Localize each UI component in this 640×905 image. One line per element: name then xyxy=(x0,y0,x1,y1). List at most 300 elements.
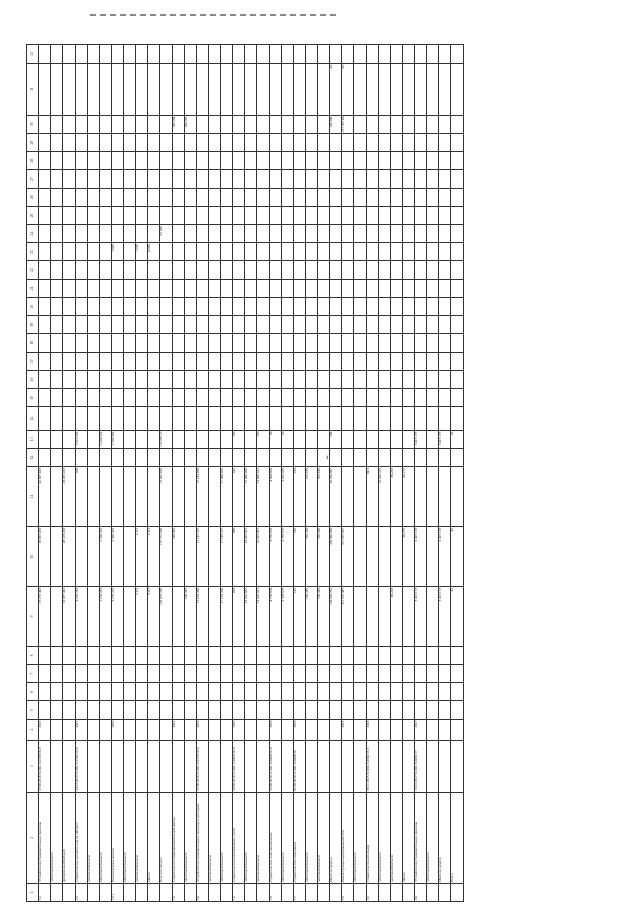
table-cell xyxy=(269,316,281,334)
table-cell xyxy=(257,279,269,297)
table-cell xyxy=(111,133,123,151)
table-cell xyxy=(378,279,390,297)
table-cell: 28 125 433 xyxy=(63,527,75,587)
table-cell: 4,3 xyxy=(342,63,354,115)
table-cell xyxy=(208,152,220,170)
table-cell xyxy=(402,883,414,901)
table-cell xyxy=(39,188,51,206)
table-cell: 20.09.2016 № 001-3-0452/16-8 xyxy=(233,740,245,792)
table-cell xyxy=(172,586,184,646)
table-cell xyxy=(354,334,366,352)
table-cell xyxy=(245,719,257,740)
table-cell: 86 293 xyxy=(390,467,402,527)
table-cell: Строительство сетей канализации xyxy=(269,792,281,883)
table-cell xyxy=(136,63,148,115)
table-cell xyxy=(245,316,257,334)
table-cell xyxy=(402,665,414,683)
table-cell xyxy=(184,133,196,151)
table-cell xyxy=(305,665,317,683)
table-cell xyxy=(136,430,148,448)
table-cell xyxy=(390,297,402,315)
table-cell xyxy=(63,370,75,388)
table-cell xyxy=(281,701,293,719)
table-cell: 45 xyxy=(451,430,464,448)
table-cell xyxy=(39,316,51,334)
table-cell xyxy=(342,261,354,279)
table-cell xyxy=(184,170,196,188)
table-cell xyxy=(124,243,136,261)
table-cell xyxy=(160,701,172,719)
table-cell xyxy=(184,334,196,352)
table-cell xyxy=(378,206,390,224)
table-cell xyxy=(124,407,136,430)
table-cell xyxy=(245,389,257,407)
table-cell xyxy=(39,389,51,407)
table-cell xyxy=(124,115,136,133)
table-cell xyxy=(354,430,366,448)
table-cell xyxy=(111,740,123,792)
table-cell: Реконструкция водопроводной сети xyxy=(342,792,354,883)
column-number: 25 xyxy=(27,206,39,224)
table-cell xyxy=(293,206,305,224)
table-cell xyxy=(172,646,184,664)
table-cell xyxy=(281,170,293,188)
table-cell xyxy=(305,683,317,701)
table-cell: местный бюджет xyxy=(136,792,148,883)
table-cell xyxy=(245,279,257,297)
table-cell xyxy=(390,152,402,170)
table-cell xyxy=(196,115,208,133)
table-cell xyxy=(415,243,427,261)
table-row xyxy=(390,45,402,902)
table-cell xyxy=(208,297,220,315)
table-cell xyxy=(124,63,136,115)
table-cell xyxy=(245,334,257,352)
table-cell xyxy=(390,63,402,115)
table-cell xyxy=(184,883,196,901)
table-row xyxy=(415,45,427,902)
table-cell: 2 276 233 xyxy=(99,586,111,646)
table-cell xyxy=(451,225,464,243)
table-cell xyxy=(51,467,63,527)
table-cell: 13 942 651 xyxy=(257,586,269,646)
table-cell xyxy=(63,261,75,279)
table-cell xyxy=(245,370,257,388)
table-cell xyxy=(269,152,281,170)
table-cell xyxy=(208,206,220,224)
table-row xyxy=(51,45,63,902)
table-cell xyxy=(208,225,220,243)
table-cell xyxy=(257,297,269,315)
table-cell xyxy=(87,63,99,115)
table-cell xyxy=(281,206,293,224)
table-cell: 145 xyxy=(293,527,305,587)
table-cell xyxy=(293,334,305,352)
table-cell xyxy=(208,586,220,646)
table-cell xyxy=(257,883,269,901)
table-header-row xyxy=(27,45,39,902)
table-cell xyxy=(245,188,257,206)
table-cell xyxy=(39,334,51,352)
table-cell xyxy=(330,170,342,188)
table-cell xyxy=(415,448,427,466)
table-cell xyxy=(439,701,451,719)
table-cell xyxy=(148,206,160,224)
table-cell xyxy=(208,527,220,587)
table-cell xyxy=(427,719,439,740)
table-cell xyxy=(51,206,63,224)
table-cell xyxy=(39,448,51,466)
table-cell xyxy=(172,45,184,64)
table-cell xyxy=(354,740,366,792)
table-cell: Итого xyxy=(402,792,414,883)
table-cell xyxy=(354,115,366,133)
table-cell xyxy=(354,45,366,64)
table-cell xyxy=(148,407,160,430)
table-cell xyxy=(75,243,87,261)
table-cell xyxy=(269,683,281,701)
table-cell: 13 032 433 xyxy=(160,467,172,527)
table-cell xyxy=(148,133,160,151)
table-cell xyxy=(415,389,427,407)
table-cell: 765 439 xyxy=(305,586,317,646)
table-cell: 150 xyxy=(233,430,245,448)
table-cell: местный бюджет xyxy=(208,792,220,883)
table-cell xyxy=(439,467,451,527)
column-number: 14 xyxy=(27,407,39,430)
table-cell: 13 942 651 xyxy=(245,527,257,587)
table-cell xyxy=(172,188,184,206)
table-cell xyxy=(172,665,184,683)
table-cell xyxy=(136,279,148,297)
table-cell xyxy=(427,883,439,901)
table-cell xyxy=(124,152,136,170)
table-cell xyxy=(51,701,63,719)
table-cell xyxy=(172,352,184,370)
table-cell xyxy=(390,188,402,206)
table-cell xyxy=(124,430,136,448)
table-cell xyxy=(390,261,402,279)
table-cell xyxy=(245,448,257,466)
table-cell xyxy=(51,188,63,206)
table-cell xyxy=(111,45,123,64)
table-cell xyxy=(451,665,464,683)
table-cell xyxy=(402,316,414,334)
table-cell xyxy=(111,665,123,683)
table-cell xyxy=(427,430,439,448)
table-cell xyxy=(305,188,317,206)
table-cell: 17. xyxy=(293,883,305,901)
table-cell xyxy=(208,370,220,388)
table-row xyxy=(293,45,305,902)
table-cell xyxy=(124,646,136,664)
table-cell xyxy=(124,665,136,683)
table-cell: Строительство общеобразовательной школы xyxy=(172,792,184,883)
table-cell: местный бюджет xyxy=(257,792,269,883)
table-cell xyxy=(233,297,245,315)
table-cell xyxy=(39,243,51,261)
table-row xyxy=(305,45,317,902)
table-row xyxy=(281,45,293,902)
table-cell xyxy=(63,883,75,901)
table-cell: 3 415 173 xyxy=(439,586,451,646)
table-cell xyxy=(293,261,305,279)
table-cell xyxy=(269,448,281,466)
table-cell xyxy=(148,646,160,664)
table-cell xyxy=(51,665,63,683)
table-cell xyxy=(366,243,378,261)
table-cell xyxy=(87,316,99,334)
table-cell: 106 284 xyxy=(184,115,196,133)
table-cell xyxy=(269,334,281,352)
table-cell xyxy=(51,261,63,279)
table-cell: 211 237 437 xyxy=(342,115,354,133)
column-number: 8 xyxy=(27,646,39,664)
table-cell xyxy=(427,279,439,297)
table-cell xyxy=(124,389,136,407)
column-number: 12 xyxy=(27,448,39,466)
table-cell xyxy=(148,352,160,370)
table-cell xyxy=(148,63,160,115)
table-cell xyxy=(390,225,402,243)
table-row xyxy=(330,45,342,902)
table-cell xyxy=(305,389,317,407)
table-cell xyxy=(208,170,220,188)
table-cell: 209 xyxy=(330,430,342,448)
table-cell xyxy=(378,430,390,448)
table-cell: 3 111 xyxy=(136,527,148,587)
table-cell xyxy=(39,225,51,243)
table-cell xyxy=(439,370,451,388)
table-cell xyxy=(305,133,317,151)
table-cell xyxy=(172,261,184,279)
table-row xyxy=(378,45,390,902)
table-cell xyxy=(354,133,366,151)
table-cell xyxy=(390,279,402,297)
table-cell xyxy=(160,740,172,792)
table-cell xyxy=(221,683,233,701)
table-cell xyxy=(281,279,293,297)
table-cell xyxy=(318,370,330,388)
table-cell xyxy=(293,133,305,151)
table-cell xyxy=(305,297,317,315)
table-cell xyxy=(451,170,464,188)
table-cell: Реконструкция объекта xyxy=(111,792,123,883)
table-cell xyxy=(87,279,99,297)
table-cell xyxy=(330,719,342,740)
table-cell xyxy=(51,370,63,388)
table-cell xyxy=(63,430,75,448)
table-cell xyxy=(451,883,464,901)
table-cell xyxy=(75,63,87,115)
table-cell xyxy=(342,45,354,64)
table-cell xyxy=(75,370,87,388)
table-cell: 156 269 xyxy=(184,586,196,646)
table-cell: 27.06.2016 № 001-3-0159/16-8 xyxy=(196,740,208,792)
table-cell xyxy=(196,261,208,279)
table-cell xyxy=(451,370,464,388)
table-cell: областной бюджет xyxy=(245,792,257,883)
table-cell xyxy=(111,225,123,243)
table-cell xyxy=(160,407,172,430)
table-cell xyxy=(293,389,305,407)
table-cell xyxy=(390,170,402,188)
table-cell xyxy=(172,430,184,448)
table-cell xyxy=(233,646,245,664)
table-cell xyxy=(51,448,63,466)
table-cell: 200 xyxy=(75,467,87,527)
table-cell xyxy=(233,334,245,352)
table-cell xyxy=(318,225,330,243)
table-cell xyxy=(39,665,51,683)
table-cell xyxy=(439,152,451,170)
table-cell xyxy=(330,683,342,701)
table-cell xyxy=(318,63,330,115)
table-cell xyxy=(378,297,390,315)
table-cell xyxy=(402,430,414,448)
table-cell xyxy=(87,370,99,388)
table-row xyxy=(451,45,464,902)
table-cell xyxy=(51,45,63,64)
table-cell: 356 880 860 xyxy=(330,527,342,587)
table-cell xyxy=(136,316,148,334)
table-cell xyxy=(378,370,390,388)
table-cell xyxy=(330,297,342,315)
table-cell xyxy=(184,719,196,740)
table-cell xyxy=(342,297,354,315)
table-cell xyxy=(172,152,184,170)
table-cell xyxy=(75,701,87,719)
table-cell xyxy=(51,170,63,188)
table-cell xyxy=(196,701,208,719)
table-cell xyxy=(124,448,136,466)
table-cell xyxy=(281,352,293,370)
table-cell xyxy=(39,701,51,719)
table-cell xyxy=(63,389,75,407)
table-cell xyxy=(415,334,427,352)
table-cell xyxy=(172,370,184,388)
table-cell: 13.1 xyxy=(111,883,123,901)
table-cell: 688 xyxy=(233,527,245,587)
table-cell xyxy=(439,297,451,315)
table-cell xyxy=(439,683,451,701)
table-cell xyxy=(233,370,245,388)
table-cell: 3 415 173 xyxy=(439,527,451,587)
table-cell xyxy=(233,316,245,334)
table-cell xyxy=(87,243,99,261)
table-cell: 3 111 xyxy=(148,586,160,646)
table-cell xyxy=(221,152,233,170)
table-cell xyxy=(63,279,75,297)
table-cell xyxy=(51,683,63,701)
table-cell: 3 415 173 xyxy=(415,430,427,448)
table-cell xyxy=(354,467,366,527)
table-cell xyxy=(378,225,390,243)
table-cell xyxy=(439,206,451,224)
table-cell xyxy=(184,225,196,243)
table-cell xyxy=(439,316,451,334)
table-cell xyxy=(427,243,439,261)
table-cell xyxy=(136,407,148,430)
table-cell: 163 078 266 xyxy=(160,586,172,646)
table-cell: 17 068 300 xyxy=(221,467,233,527)
table-cell: 12. xyxy=(39,883,51,901)
table-cell xyxy=(293,63,305,115)
table-cell: Всего по объекту xyxy=(160,792,172,883)
column-number: 11 xyxy=(27,467,39,527)
table-cell: 2016 xyxy=(196,719,208,740)
table-cell xyxy=(208,467,220,527)
page-mark: 4 xyxy=(326,456,329,461)
table-cell xyxy=(451,297,464,315)
table-cell xyxy=(281,883,293,901)
table-cell xyxy=(99,115,111,133)
table-cell xyxy=(63,448,75,466)
table-cell xyxy=(366,646,378,664)
table-cell: областной бюджет xyxy=(184,792,196,883)
table-cell xyxy=(281,243,293,261)
table-cell xyxy=(451,63,464,115)
table-cell: Строительство газопровода xyxy=(293,792,305,883)
table-cell xyxy=(221,225,233,243)
table-cell xyxy=(427,407,439,430)
table-cell xyxy=(402,586,414,646)
table-cell xyxy=(99,448,111,466)
table-cell xyxy=(342,243,354,261)
table-cell xyxy=(63,297,75,315)
table-cell xyxy=(51,646,63,664)
table-cell xyxy=(245,243,257,261)
column-number: 27 xyxy=(27,170,39,188)
table-cell xyxy=(439,63,451,115)
table-cell xyxy=(196,45,208,64)
table-cell xyxy=(366,370,378,388)
table-cell xyxy=(136,646,148,664)
table-cell xyxy=(111,352,123,370)
table-row xyxy=(148,45,160,902)
table-cell xyxy=(390,719,402,740)
table-cell: 17 145 290 xyxy=(196,586,208,646)
table-cell xyxy=(439,740,451,792)
table-cell xyxy=(184,243,196,261)
table-cell xyxy=(75,448,87,466)
table-cell xyxy=(330,279,342,297)
table-cell xyxy=(257,740,269,792)
table-cell xyxy=(233,152,245,170)
table-cell xyxy=(75,152,87,170)
table-cell xyxy=(75,334,87,352)
table-cell xyxy=(87,646,99,664)
table-cell xyxy=(148,683,160,701)
table-cell xyxy=(184,370,196,388)
table-cell xyxy=(39,352,51,370)
table-cell: Итого xyxy=(148,792,160,883)
table-cell xyxy=(451,701,464,719)
table-cell: местный бюджет xyxy=(87,792,99,883)
table-cell xyxy=(293,45,305,64)
table-cell xyxy=(87,152,99,170)
table-cell xyxy=(390,527,402,587)
table-cell: 17 145 227 xyxy=(196,527,208,587)
table-cell xyxy=(124,170,136,188)
table-cell xyxy=(378,448,390,466)
table-cell xyxy=(281,665,293,683)
table-cell xyxy=(366,683,378,701)
table-cell xyxy=(196,665,208,683)
table-cell xyxy=(415,188,427,206)
table-cell xyxy=(342,683,354,701)
table-cell xyxy=(136,352,148,370)
